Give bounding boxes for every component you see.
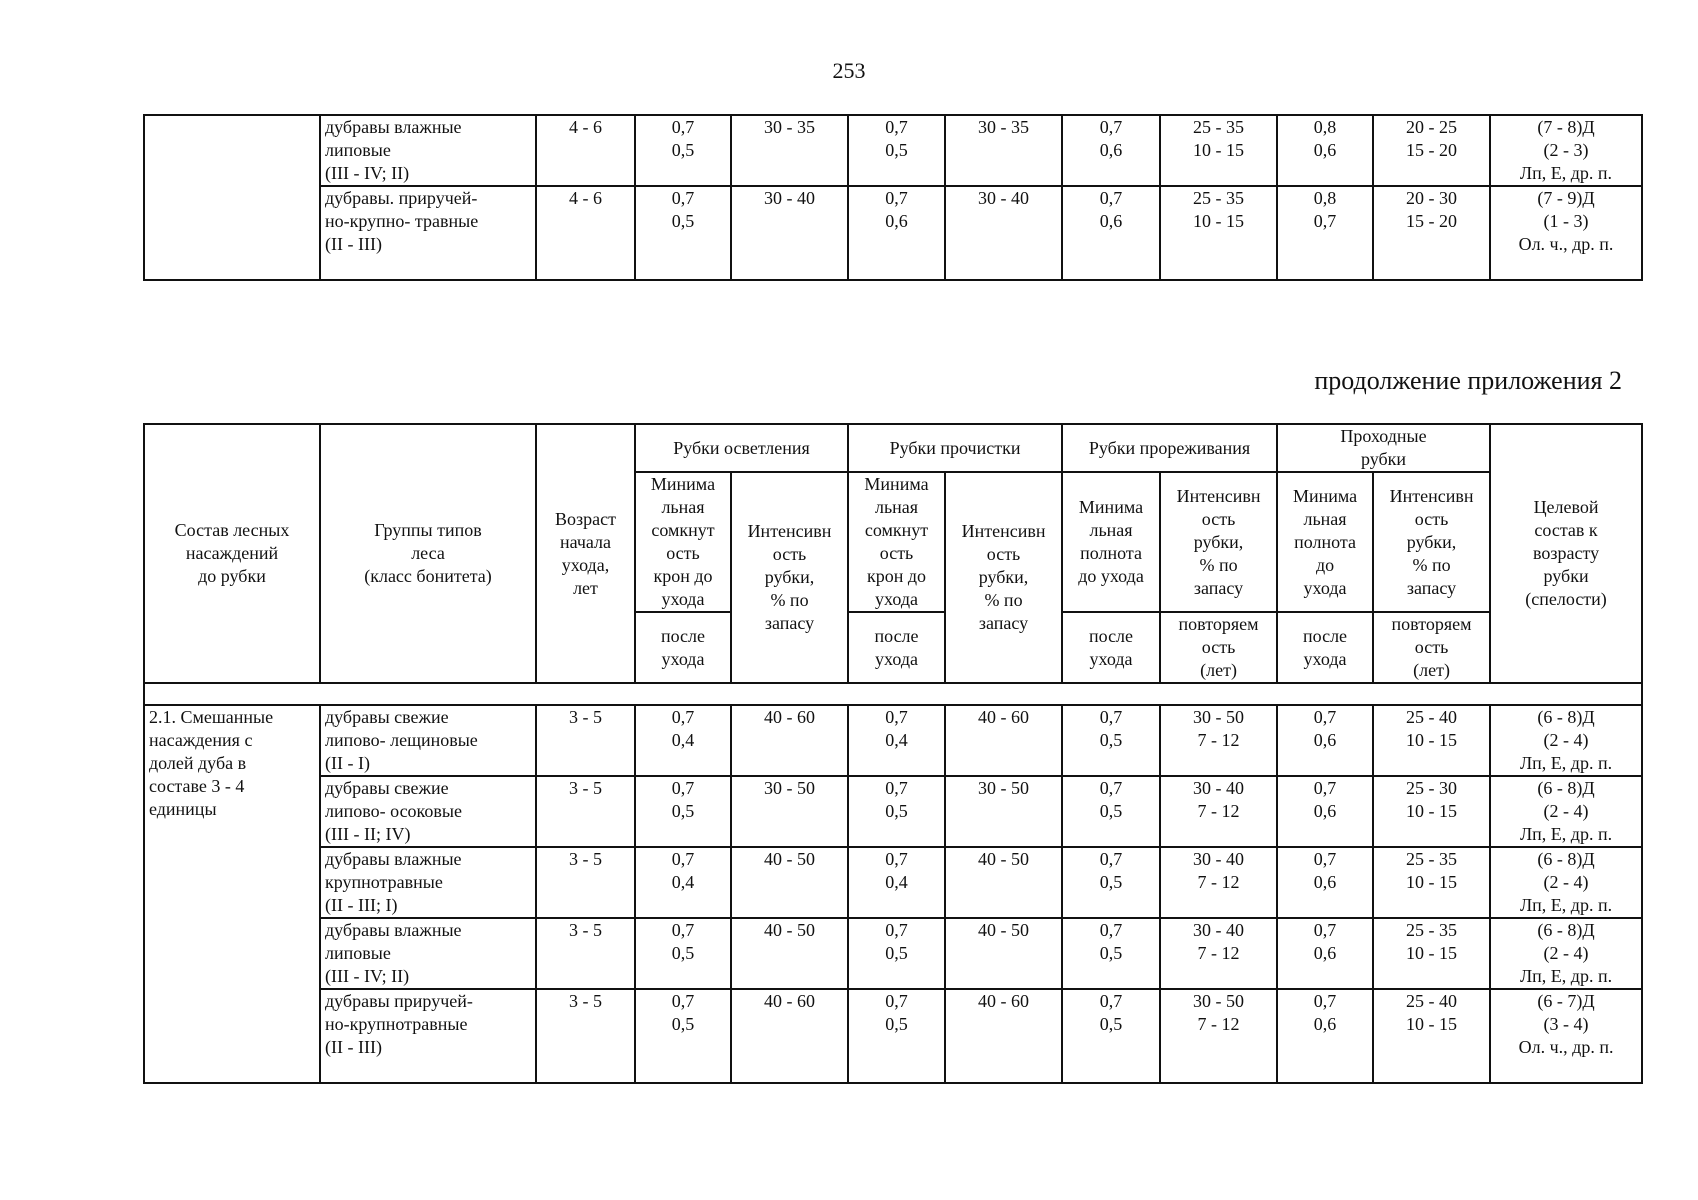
top-group-cell: дубравы. приручей- но-крупно- травные (II - III)	[320, 186, 536, 280]
main-target-cell: (6 - 8)Д (2 - 4) Лп, Е, др. п.	[1490, 918, 1642, 989]
header-light: Рубки осветления	[635, 424, 848, 472]
header-composition: Состав лесных насаждений до рубки	[144, 424, 320, 683]
header-thin-repeat: повторяем ость (лет)	[1160, 612, 1277, 683]
main-pass-int-cell: 25 - 35 10 - 15	[1373, 847, 1490, 918]
table-row	[144, 847, 1642, 918]
header-cleaning: Рубки прочистки	[848, 424, 1062, 472]
header-clean-after: после ухода	[848, 612, 945, 683]
top-light-min-cell: 0,7 0,5	[635, 186, 731, 280]
main-group-cell: дубравы влажные крупнотравные (II - III; I)	[320, 847, 536, 918]
top-thin-min-cell: 0,7 0,6	[1062, 115, 1160, 186]
table-row	[144, 186, 1642, 280]
table-row	[144, 115, 1642, 186]
main-light-min-cell: 0,7 0,5	[635, 989, 731, 1083]
top-pass-int-cell: 20 - 25 15 - 20	[1373, 115, 1490, 186]
main-thin-min-cell: 0,7 0,5	[1062, 705, 1160, 776]
header-clean-int: Интенсивн ость рубки, % по запасу	[945, 472, 1062, 683]
main-light-int-cell: 30 - 50	[731, 776, 848, 847]
header-target: Целевой состав к возрасту рубки (спелости)	[1490, 424, 1642, 683]
main-target-cell: (6 - 8)Д (2 - 4) Лп, Е, др. п.	[1490, 847, 1642, 918]
header-pass-min: Минима льная полнота до ухода	[1277, 472, 1373, 612]
top-thin-int-cell: 25 - 35 10 - 15	[1160, 115, 1277, 186]
spacer-row	[144, 683, 1642, 705]
top-clean-int-cell: 30 - 35	[945, 115, 1062, 186]
main-group-cell: дубравы влажные липовые (III - IV; II)	[320, 918, 536, 989]
main-light-int-cell: 40 - 50	[731, 847, 848, 918]
main-thin-min-cell: 0,7 0,5	[1062, 776, 1160, 847]
main-group-cell: дубравы свежие липово- осоковые (III - II; IV)	[320, 776, 536, 847]
main-target-cell: (6 - 7)Д (3 - 4) Ол. ч., др. п.	[1490, 989, 1642, 1083]
main-clean-int-cell: 30 - 50	[945, 776, 1062, 847]
main-pass-int-cell: 25 - 40 10 - 15	[1373, 705, 1490, 776]
main-light-min-cell: 0,7 0,4	[635, 847, 731, 918]
main-composition-cell: 2.1. Смешанные насаждения с долей дуба в составе 3 - 4 единицы	[144, 705, 320, 1083]
main-clean-int-cell: 40 - 50	[945, 918, 1062, 989]
main-thin-min-cell: 0,7 0,5	[1062, 989, 1160, 1083]
main-target-cell: (6 - 8)Д (2 - 4) Лп, Е, др. п.	[1490, 705, 1642, 776]
main-thin-int-cell: 30 - 40 7 - 12	[1160, 776, 1277, 847]
header-age: Возраст начала ухода, лет	[536, 424, 635, 683]
main-light-min-cell: 0,7 0,5	[635, 918, 731, 989]
table-row	[144, 705, 1642, 776]
main-clean-int-cell: 40 - 60	[945, 705, 1062, 776]
main-light-min-cell: 0,7 0,5	[635, 776, 731, 847]
header-thin-int: Интенсивн ость рубки, % по запасу	[1160, 472, 1277, 612]
top-light-int-cell: 30 - 35	[731, 115, 848, 186]
main-thin-int-cell: 30 - 50 7 - 12	[1160, 989, 1277, 1083]
header-clean-min: Минима льная сомкнут ость крон до ухода	[848, 472, 945, 612]
main-clean-int-cell: 40 - 60	[945, 989, 1062, 1083]
main-light-int-cell: 40 - 60	[731, 989, 848, 1083]
top-target-cell: (7 - 8)Д (2 - 3) Лп, Е, др. п.	[1490, 115, 1642, 186]
header-thinning: Рубки прореживания	[1062, 424, 1277, 472]
header-light-int: Интенсивн ость рубки, % по запасу	[731, 472, 848, 683]
top-composition-cell	[144, 115, 320, 280]
top-age-cell: 4 - 6	[536, 186, 635, 280]
continuation-title: продолжение приложения 2	[1314, 366, 1622, 395]
top-thin-int-cell: 25 - 35 10 - 15	[1160, 186, 1277, 280]
main-age-cell: 3 - 5	[536, 847, 635, 918]
header-thin-after: после ухода	[1062, 612, 1160, 683]
table-row	[144, 989, 1642, 1083]
top-clean-min-cell: 0,7 0,6	[848, 186, 945, 280]
header-group: Группы типов леса (класс бонитета)	[320, 424, 536, 683]
main-pass-int-cell: 25 - 35 10 - 15	[1373, 918, 1490, 989]
main-pass-min-cell: 0,7 0,6	[1277, 989, 1373, 1083]
main-age-cell: 3 - 5	[536, 989, 635, 1083]
main-age-cell: 3 - 5	[536, 705, 635, 776]
top-pass-min-cell: 0,8 0,6	[1277, 115, 1373, 186]
table-top-continued	[143, 114, 1643, 281]
top-clean-int-cell: 30 - 40	[945, 186, 1062, 280]
table-row	[144, 918, 1642, 989]
main-pass-min-cell: 0,7 0,6	[1277, 918, 1373, 989]
main-clean-min-cell: 0,7 0,5	[848, 776, 945, 847]
main-light-int-cell: 40 - 50	[731, 918, 848, 989]
top-age-cell: 4 - 6	[536, 115, 635, 186]
table-row	[144, 776, 1642, 847]
top-pass-int-cell: 20 - 30 15 - 20	[1373, 186, 1490, 280]
main-age-cell: 3 - 5	[536, 918, 635, 989]
main-clean-min-cell: 0,7 0,4	[848, 847, 945, 918]
main-age-cell: 3 - 5	[536, 776, 635, 847]
top-group-cell: дубравы влажные липовые (III - IV; II)	[320, 115, 536, 186]
main-light-min-cell: 0,7 0,4	[635, 705, 731, 776]
main-clean-min-cell: 0,7 0,4	[848, 705, 945, 776]
header-light-min: Минима льная сомкнут ость крон до ухода	[635, 472, 731, 612]
main-thin-int-cell: 30 - 50 7 - 12	[1160, 705, 1277, 776]
main-pass-min-cell: 0,7 0,6	[1277, 705, 1373, 776]
table-main	[143, 423, 1643, 1084]
main-thin-min-cell: 0,7 0,5	[1062, 847, 1160, 918]
top-thin-min-cell: 0,7 0,6	[1062, 186, 1160, 280]
header-pass-repeat: повторяем ость (лет)	[1373, 612, 1490, 683]
header-light-after: после ухода	[635, 612, 731, 683]
main-pass-int-cell: 25 - 30 10 - 15	[1373, 776, 1490, 847]
main-thin-int-cell: 30 - 40 7 - 12	[1160, 847, 1277, 918]
top-pass-min-cell: 0,8 0,7	[1277, 186, 1373, 280]
main-clean-int-cell: 40 - 50	[945, 847, 1062, 918]
main-thin-min-cell: 0,7 0,5	[1062, 918, 1160, 989]
main-group-cell: дубравы свежие липово- лещиновые (II - I)	[320, 705, 536, 776]
main-clean-min-cell: 0,7 0,5	[848, 918, 945, 989]
main-clean-min-cell: 0,7 0,5	[848, 989, 945, 1083]
header-thin-min: Минима льная полнота до ухода	[1062, 472, 1160, 612]
main-pass-min-cell: 0,7 0,6	[1277, 847, 1373, 918]
top-target-cell: (7 - 9)Д (1 - 3) Ол. ч., др. п.	[1490, 186, 1642, 280]
main-pass-min-cell: 0,7 0,6	[1277, 776, 1373, 847]
main-thin-int-cell: 30 - 40 7 - 12	[1160, 918, 1277, 989]
main-target-cell: (6 - 8)Д (2 - 4) Лп, Е, др. п.	[1490, 776, 1642, 847]
page-number: 253	[832, 58, 866, 83]
header-pass-int: Интенсивн ость рубки, % по запасу	[1373, 472, 1490, 612]
top-light-int-cell: 30 - 40	[731, 186, 848, 280]
top-light-min-cell: 0,7 0,5	[635, 115, 731, 186]
top-clean-min-cell: 0,7 0,5	[848, 115, 945, 186]
main-pass-int-cell: 25 - 40 10 - 15	[1373, 989, 1490, 1083]
main-group-cell: дубравы приручей- но-крупнотравные (II - III)	[320, 989, 536, 1083]
header-passage: Проходные рубки	[1277, 424, 1490, 472]
header-pass-after: после ухода	[1277, 612, 1373, 683]
main-light-int-cell: 40 - 60	[731, 705, 848, 776]
